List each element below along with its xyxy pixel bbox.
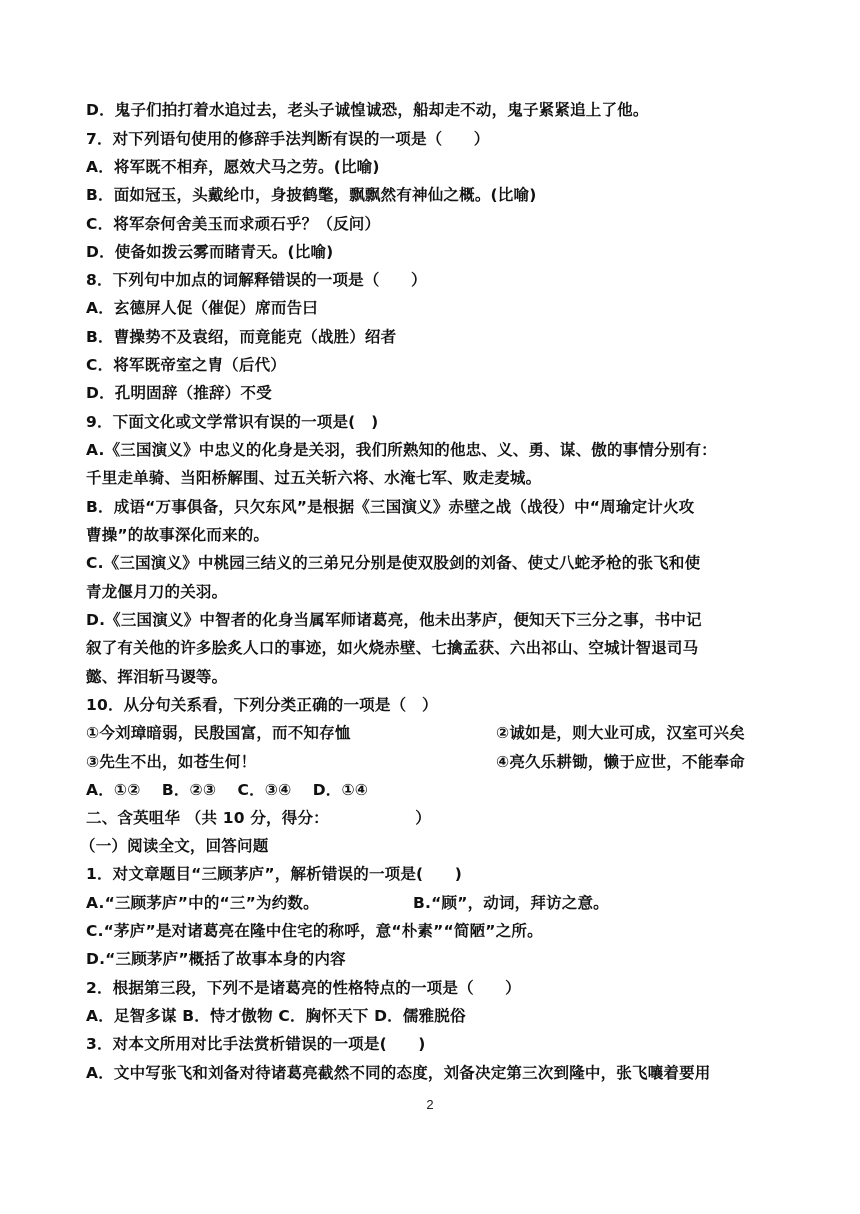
- text-line: B．面如冠玉，头戴纶巾，身披鹤氅，飘飘然有神仙之概。(比喻): [86, 186, 537, 204]
- text-line: 懿、挥泪斩马谡等。: [86, 668, 228, 686]
- text-line: 千里走单骑、当阳桥解围、过五关斩六将、水淹七军、败走麦城。: [86, 469, 542, 487]
- text-line: 叙了有关他的许多脍炙人口的事迹，如火烧赤壁、七擒孟获、六出祁山、空城计智退司马: [86, 639, 699, 657]
- question-3: 3．对本文所用对比手法赏析错误的一项是( ): [86, 1035, 426, 1053]
- text-line: A．玄德屏人促（催促）席而告曰: [86, 299, 318, 317]
- question-2: 2．根据第三段，下列不是诸葛亮的性格特点的一项是（ ）: [86, 979, 521, 997]
- option-right: ②诚如是，则大业可成，汉室可兴矣: [496, 724, 745, 742]
- text-line: C.《三国演义》中桃园三结义的三弟兄分别是使双股剑的刘备、使丈八蛇矛枪的张飞和使: [86, 554, 701, 572]
- text-line: D．使备如拨云雾而睹青天。(比喻): [86, 243, 334, 261]
- option-left: A.“三顾茅庐”中的“三”为约数。: [86, 894, 319, 912]
- text-line: C．将军既帝室之胄（后代）: [86, 356, 286, 374]
- text-line: A．文中写张飞和刘备对待诸葛亮截然不同的态度，刘备决定第三次到隆中，张飞嚷着要用: [86, 1064, 711, 1082]
- question-9: 9．下面文化或文学常识有误的一项是( ): [86, 413, 379, 431]
- option-right: B.“顾”，动词，拜访之意。: [413, 894, 609, 912]
- text-line: A．将军既不相弃，愿效犬马之劳。(比喻): [86, 158, 380, 176]
- question-8: 8．下列句中加点的词解释错误的一项是（ ）: [86, 271, 427, 289]
- text-line: D.“三顾茅庐”概括了故事本身的内容: [86, 950, 346, 968]
- text-line: D.《三国演义》中智者的化身当属军师诸葛亮，他未出茅庐，便知天下三分之事，书中记: [86, 611, 702, 629]
- option-left: ①今刘璋暗弱，民殷国富，而不知存恤: [86, 724, 351, 742]
- question-10: 10．从分句关系看，下列分类正确的一项是（ ）: [86, 696, 438, 714]
- text-line: C．将军奈何舍美玉而求顽石乎？（反问）: [86, 215, 381, 233]
- subsection-heading: （一）阅读全文，回答问题: [80, 837, 269, 855]
- question-7: 7．对下列语句使用的修辞手法判断有误的一项是（ ）: [86, 130, 490, 148]
- page-number: 2: [426, 1097, 434, 1112]
- text-line: D．孔明固辞（推辞）不受: [86, 384, 272, 402]
- text-line: C.“茅庐”是对诸葛亮在隆中住宅的称呼，意“朴素”“简陋”之所。: [86, 922, 543, 940]
- option-left: ③先生不出，如苍生何！: [86, 753, 257, 771]
- text-line: A.《三国演义》中忠义的化身是关羽，我们所熟知的他忠、义、勇、谋、傲的事情分别有：: [86, 441, 717, 459]
- text-line: D．鬼子们拍打着水追过去，老头子诚惶诚恐，船却走不动，鬼子紧紧追上了他。: [86, 101, 649, 119]
- text-line: A．足智多谋 B．恃才傲物 C．胸怀天下 D．儒雅脱俗: [86, 1007, 466, 1025]
- text-line: 曹操”的故事深化而来的。: [86, 526, 270, 544]
- option-row: [86, 723, 786, 743]
- question-1: 1．对文章题目“三顾茅庐”，解析错误的一项是( ): [86, 865, 463, 883]
- option-row: [86, 893, 786, 913]
- section-heading: 二、含英咀华 （共 10 分，得分： ）: [86, 809, 432, 827]
- text-line: B．曹操势不及袁绍，而竟能克（战胜）绍者: [86, 328, 397, 346]
- answer-choices: A．①② B．②③ C．③④ D．①④: [86, 781, 369, 799]
- option-right: ④亮久乐耕锄，懒于应世，不能奉命: [496, 753, 745, 771]
- text-line: 青龙偃月刀的关羽。: [86, 583, 228, 601]
- text-line: B．成语“万事俱备，只欠东风”是根据《三国演义》赤壁之战（战役）中“周瑜定计火攻: [86, 498, 695, 516]
- option-row: [86, 752, 786, 772]
